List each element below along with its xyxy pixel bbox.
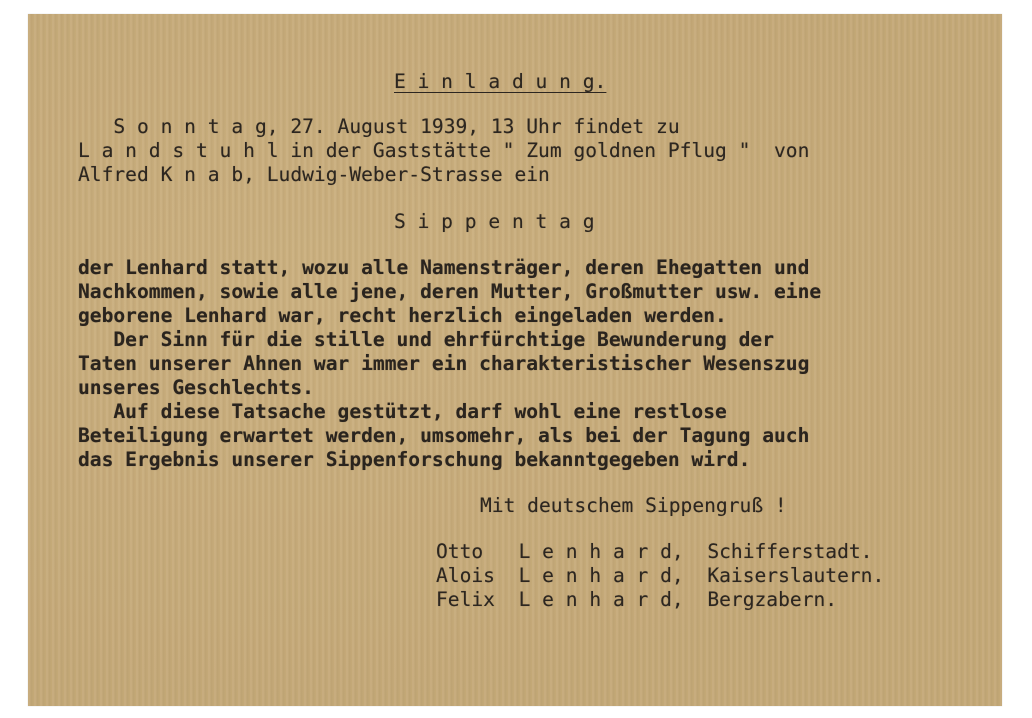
intro-line: Alfred K n a b, Ludwig-Weber-Strasse ein xyxy=(78,163,550,186)
body-line: Auf diese Tatsache gestützt, darf wohl eine restlose xyxy=(78,400,727,423)
body-line: Taten unserer Ahnen war immer ein charakteristischer Wesenszug xyxy=(78,352,810,375)
body-line: unseres Geschlechts. xyxy=(78,376,314,399)
signatory-line: Felix L e n h a r d, Bergzabern. xyxy=(436,588,838,611)
intro-line: S o n n t a g, 27. August 1939, 13 Uhr findet zu xyxy=(78,115,680,138)
closing-greeting: Mit deutschem Sippengruß ! xyxy=(480,494,787,517)
letter-title: E i n l a d u n g. xyxy=(394,70,607,93)
body-line: der Lenhard statt, wozu alle Namensträger, deren Ehegatten und xyxy=(78,256,810,279)
body-line: Beteiligung erwartet werden, umsomehr, als bei der Tagung auch xyxy=(78,424,810,447)
body-line: Nachkommen, sowie alle jene, deren Mutter, Großmutter usw. eine xyxy=(78,280,822,303)
body-line: das Ergebnis unserer Sippenforschung bekanntgegeben wird. xyxy=(78,448,751,471)
signatory-line: Alois L e n h a r d, Kaiserslautern. xyxy=(436,564,885,587)
event-name: S i p p e n t a g xyxy=(394,210,595,233)
signatory-line: Otto L e n h a r d, Schifferstadt. xyxy=(436,540,873,563)
body-line: geborene Lenhard war, recht herzlich eingeladen werden. xyxy=(78,304,727,327)
intro-line: L a n d s t u h l in der Gaststätte " Zum goldnen Pflug " von xyxy=(78,139,810,162)
body-line: Der Sinn für die stille und ehrfürchtige Bewunderung der xyxy=(78,328,774,351)
